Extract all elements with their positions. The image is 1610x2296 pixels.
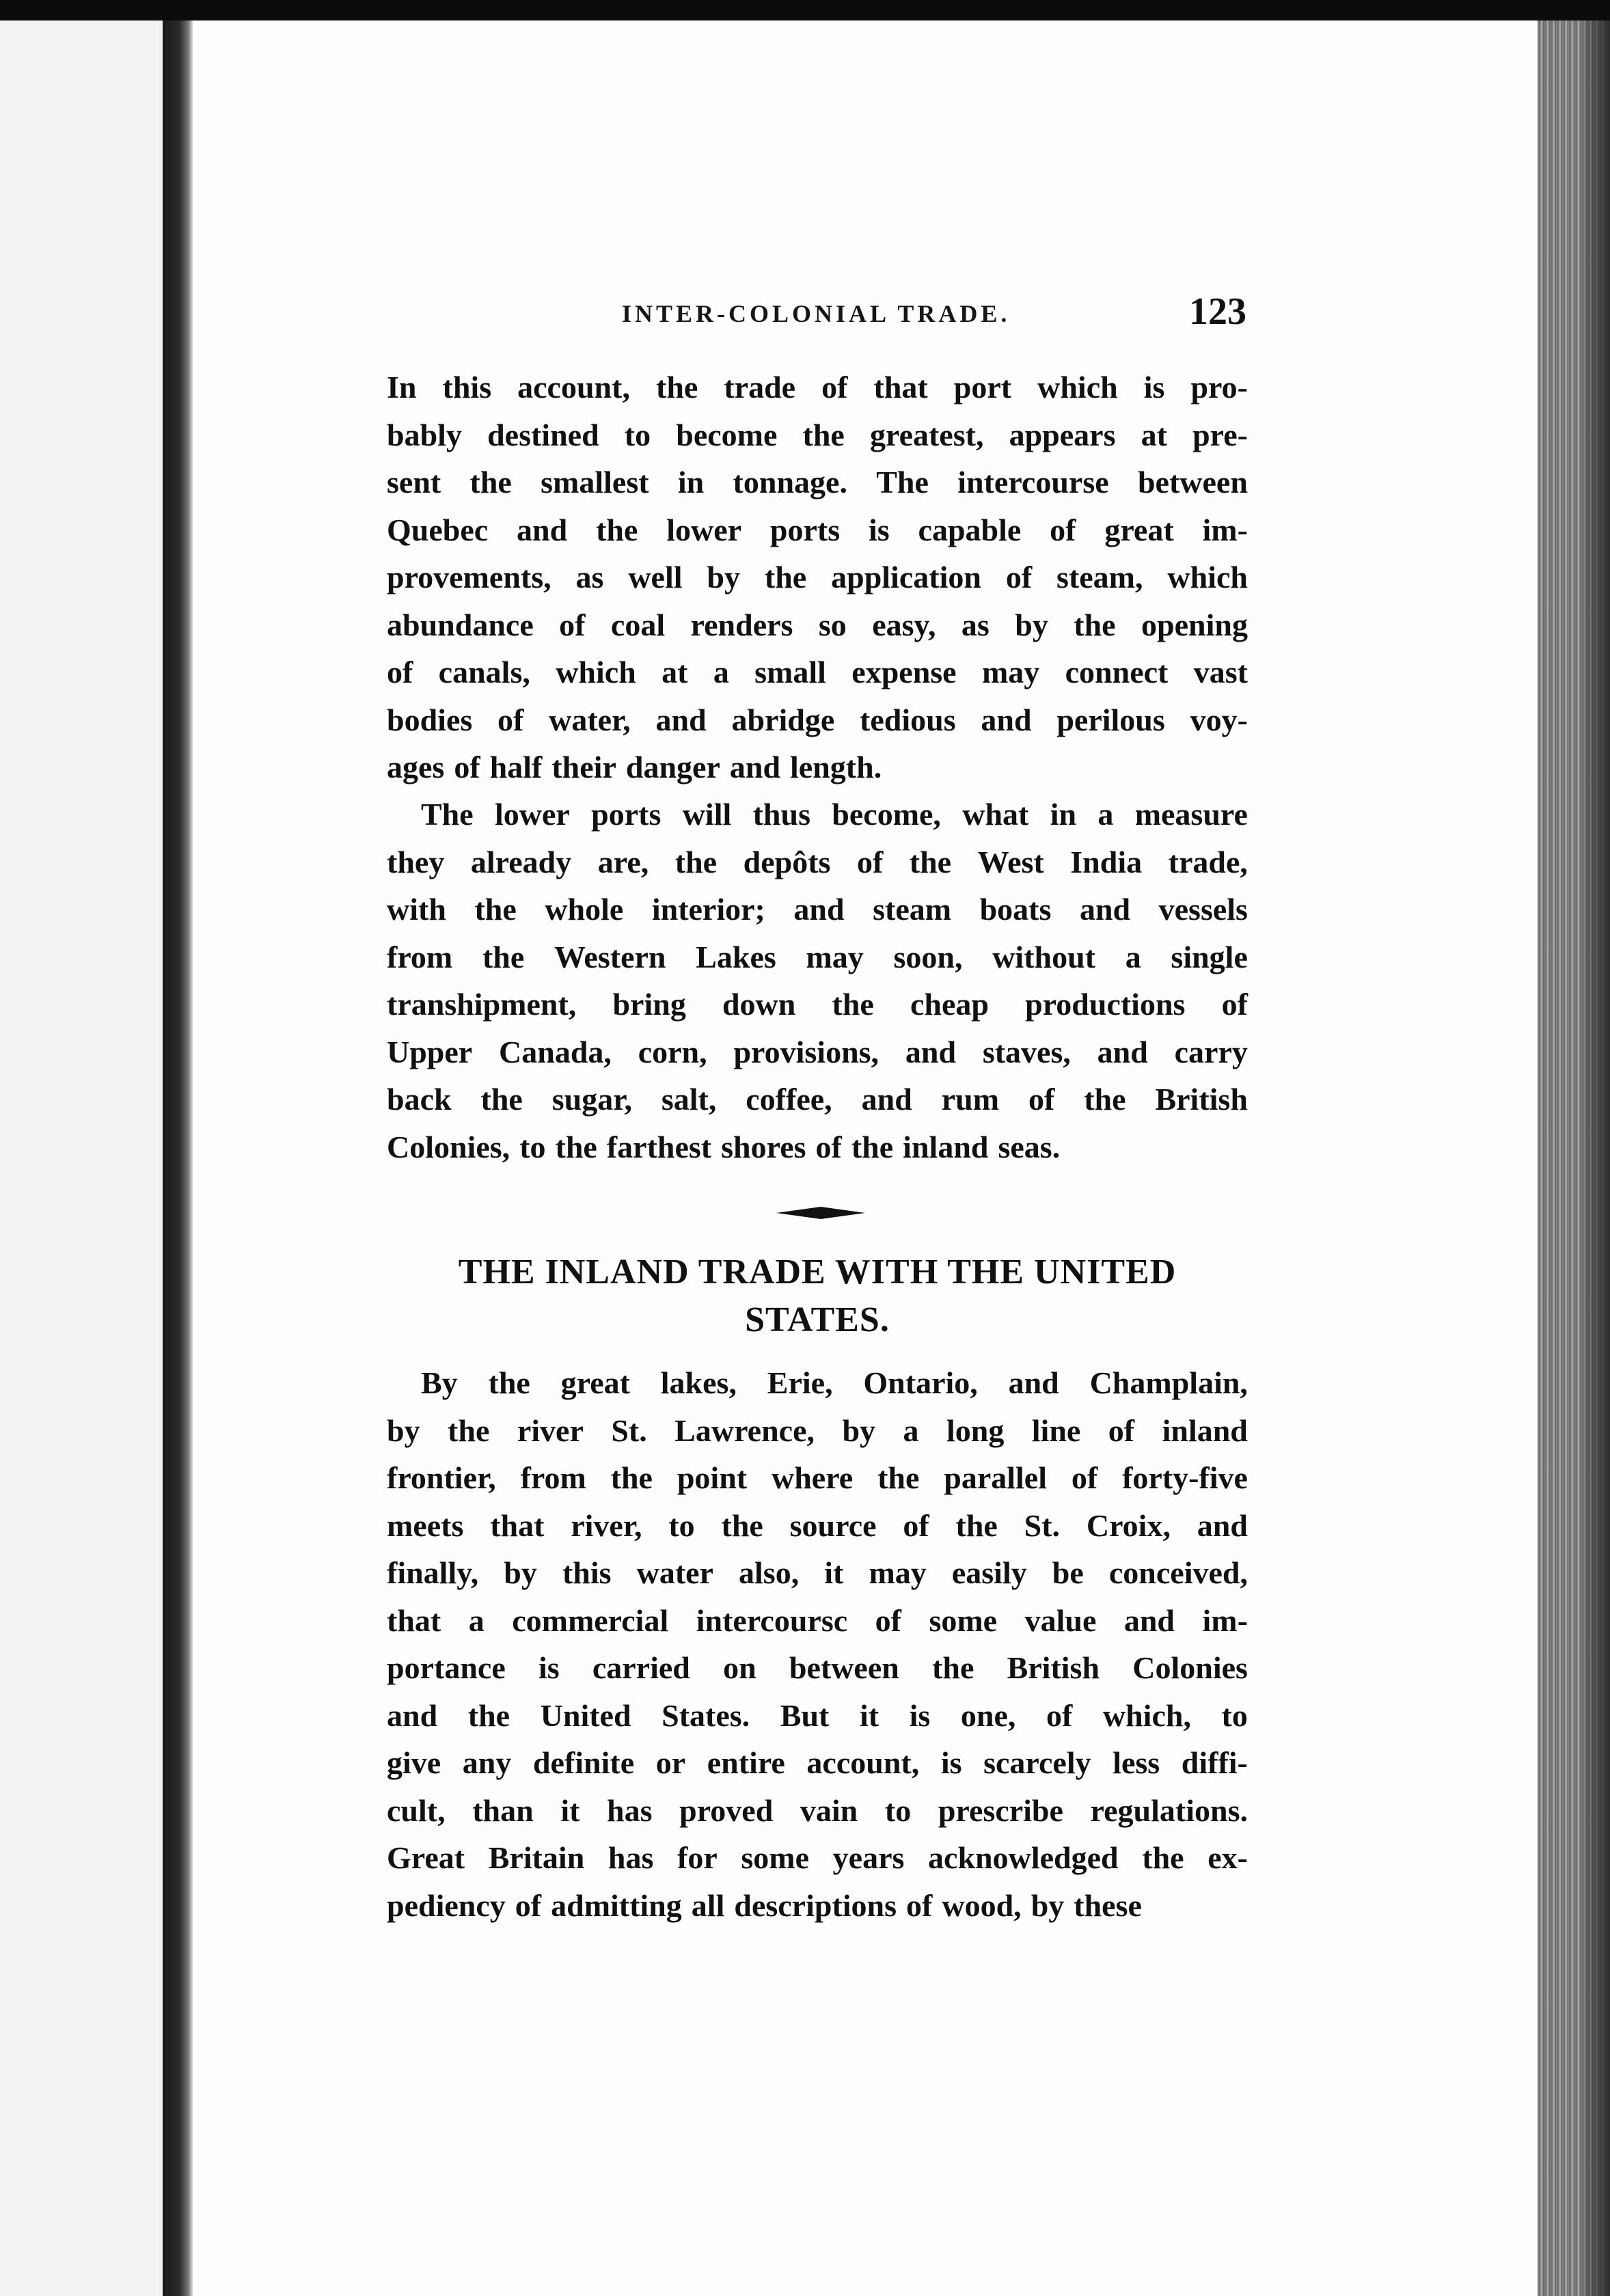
text-line: with the whole interior; and steam boats and vessels (387, 892, 1248, 927)
text-line: provements, as well by the application of steam, which (387, 560, 1248, 595)
running-head: INTER-COLONIAL TRADE. (622, 300, 1011, 327)
text-line: by the river St. Lawrence, by a long line of inland (387, 1412, 1248, 1448)
text-line: Colonies, to the farthest shores of the inland seas. (387, 1129, 1061, 1164)
text-line: bodies of water, and abridge tedious and perilous voy- (387, 702, 1248, 737)
section-divider-ornament (776, 1204, 865, 1222)
text-line: bably destined to become the greatest, appears at pre- (387, 417, 1248, 452)
page-number: 123 (1189, 290, 1246, 333)
scan-top-border (0, 0, 1610, 20)
text-line: Quebec and the lower ports is capable of great im- (387, 512, 1248, 547)
text-line: and the United States. But it is one, of which, to (387, 1697, 1248, 1733)
text-line: portance is carried on between the British Colonies (387, 1650, 1248, 1686)
text-line: sent the smallest in tonnage. The intercourse between (387, 465, 1248, 500)
text-line: The lower ports will thus become, what in a measure (421, 797, 1248, 832)
text-line: By the great lakes, Erie, Ontario, and Champlain, (421, 1365, 1248, 1401)
page-stack-edge (1538, 20, 1610, 2296)
text-line: cult, than it has proved vain to prescribe regulations. (387, 1792, 1248, 1828)
section-heading-line-2: STATES. (745, 1300, 890, 1339)
text-line: pediency of admitting all descriptions of wood, by these (387, 1887, 1142, 1923)
paragraph-3 (387, 1359, 1248, 1929)
paragraph-1 (387, 364, 1248, 791)
book-gutter (163, 20, 193, 2296)
text-line: frontier, from the point where the parallel of forty-five (387, 1460, 1248, 1496)
paragraph-2 (387, 791, 1248, 1171)
facing-page-edge (0, 20, 163, 2296)
text-line: that a commercial intercoursc of some value and im- (387, 1602, 1248, 1638)
text-line: transhipment, bring down the cheap productions of (387, 987, 1248, 1022)
text-line: abundance of coal renders so easy, as by the opening (387, 607, 1248, 642)
text-line: from the Western Lakes may soon, without a single (387, 939, 1248, 974)
section-heading-line-1: THE INLAND TRADE WITH THE UNITED (458, 1253, 1177, 1292)
text-line: Great Britain has for some years acknowledged the ex- (387, 1840, 1248, 1876)
text-line: of canals, which at a small expense may connect vast (387, 655, 1248, 690)
text-line: back the sugar, salt, coffee, and rum of the British (387, 1082, 1248, 1117)
text-line: give any definite or entire account, is scarcely less diffi- (387, 1745, 1248, 1781)
text-line: they already are, the depôts of the West India trade, (387, 844, 1248, 879)
text-line: finally, by this water also, it may easily be conceived, (387, 1555, 1248, 1591)
text-line: meets that river, to the source of the St. Croix, and (387, 1507, 1248, 1543)
text-line: In this account, the trade of that port which is pro- (387, 370, 1248, 405)
text-line: ages of half their danger and length. (387, 750, 882, 785)
text-line: Upper Canada, corn, provisions, and staves, and carry (387, 1034, 1248, 1069)
